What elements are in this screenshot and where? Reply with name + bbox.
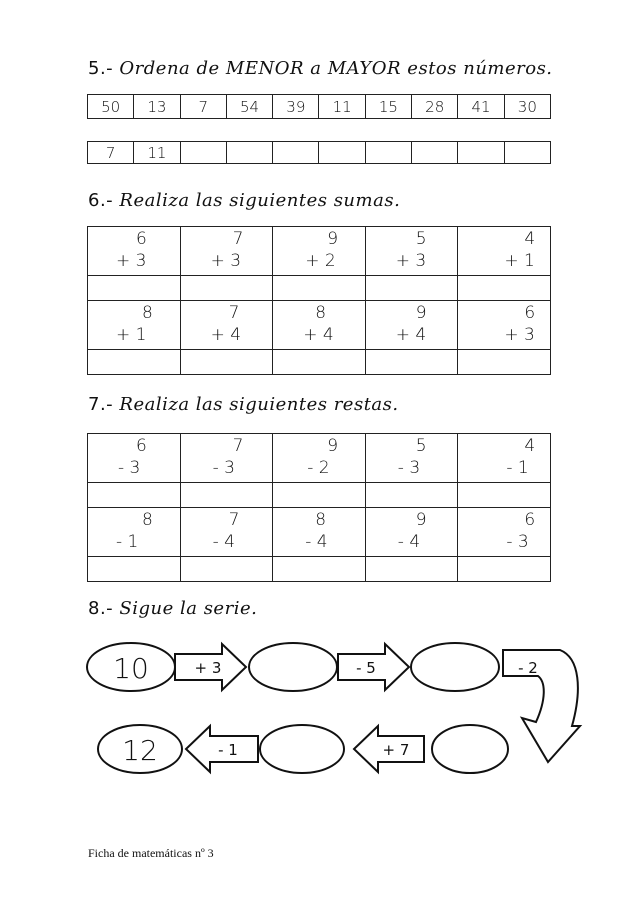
section-8-heading [88, 598, 257, 619]
addend-bottom: + 3 [395, 251, 427, 271]
addend-top: 6 [136, 229, 147, 249]
number-cell: 28 [412, 95, 458, 119]
addition-problem [88, 301, 181, 350]
answer-box[interactable] [458, 557, 551, 582]
answer-box[interactable] [180, 557, 273, 582]
minuend: 4 [524, 436, 536, 456]
subtrahend: - 4 [212, 532, 235, 552]
addend-top: 7 [232, 229, 244, 249]
minuend: 8 [315, 510, 327, 530]
subtrahend: - 3 [118, 458, 141, 478]
addend-bottom: + 4 [303, 325, 334, 345]
addend-top: 8 [142, 303, 153, 323]
section-8-title: Sigue la serie. [119, 598, 258, 619]
number-cell: 30 [504, 95, 550, 119]
series-blank-ellipse-4[interactable] [260, 725, 344, 773]
minuend: 8 [142, 510, 153, 530]
addend-bottom: + 4 [210, 325, 242, 345]
addition-problem [365, 301, 458, 350]
series-start-value: 10 [113, 652, 149, 685]
subtraction-problem [88, 434, 181, 483]
addition-table [87, 226, 551, 375]
subtrahend: - 3 [397, 458, 421, 478]
number-cell: 41 [458, 95, 504, 119]
series-blank-ellipse-3[interactable] [432, 725, 508, 773]
subtraction-problem [88, 508, 181, 557]
answer-box[interactable] [458, 350, 551, 375]
minuend: 6 [524, 510, 536, 530]
addend-bottom: + 1 [116, 325, 147, 345]
number-cell: 39 [273, 95, 319, 119]
section-5-number: 5.- [88, 58, 114, 79]
answer-cell[interactable]: 7 [88, 142, 134, 164]
addend-bottom: + 4 [395, 325, 427, 345]
series-blank-ellipse-1[interactable] [249, 643, 337, 691]
addend-top: 8 [315, 303, 327, 323]
answer-cell[interactable] [180, 142, 226, 164]
answer-cell[interactable] [504, 142, 550, 164]
addition-problem [458, 301, 551, 350]
series-blank-ellipse-2[interactable] [411, 643, 499, 691]
answer-cell[interactable] [412, 142, 458, 164]
minuend: 7 [228, 510, 240, 530]
addition-problem [180, 227, 273, 276]
number-cell: 13 [134, 95, 180, 119]
section-5-title: Ordena de MENOR a MAYOR estos números. [119, 58, 553, 79]
answer-box[interactable] [365, 350, 458, 375]
addend-top: 5 [415, 229, 427, 249]
addend-top: 9 [415, 303, 427, 323]
subtraction-problem [273, 508, 366, 557]
subtraction-problem [273, 434, 366, 483]
subtrahend: - 1 [116, 532, 139, 552]
minuend: 7 [232, 436, 244, 456]
minuend: 6 [136, 436, 147, 456]
subtrahend: - 3 [506, 532, 529, 552]
answer-cell[interactable] [365, 142, 411, 164]
addend-bottom: + 2 [305, 251, 336, 271]
answer-box[interactable] [88, 557, 181, 582]
answer-box[interactable] [273, 557, 366, 582]
series-op-4: + 7 [382, 741, 410, 759]
answer-box[interactable] [365, 557, 458, 582]
answer-box[interactable] [88, 483, 181, 508]
addition-problem [273, 227, 366, 276]
ordered-answer-table [87, 141, 551, 164]
section-6-number: 6.- [88, 190, 114, 211]
subtraction-table [87, 433, 551, 582]
addend-top: 9 [327, 229, 339, 249]
series-end-value: 12 [122, 734, 158, 767]
number-cell: 50 [88, 95, 134, 119]
answer-box[interactable] [180, 350, 273, 375]
addition-problem [365, 227, 458, 276]
answer-box[interactable] [273, 350, 366, 375]
curved-arrow-icon [503, 650, 580, 762]
answer-box[interactable] [273, 276, 366, 301]
answer-box[interactable] [180, 483, 273, 508]
section-7-title: Realiza las siguientes restas. [119, 394, 399, 415]
subtrahend: - 4 [397, 532, 421, 552]
section-6-title: Realiza las siguientes sumas. [119, 190, 401, 211]
subtraction-problem [365, 434, 458, 483]
number-cell: 7 [180, 95, 226, 119]
addend-bottom: + 3 [116, 251, 147, 271]
section-7-number: 7.- [88, 394, 114, 415]
addition-problem [458, 227, 551, 276]
series-op-1: + 3 [194, 659, 222, 677]
section-8-number: 8.- [88, 598, 114, 619]
answer-box[interactable] [88, 276, 181, 301]
answer-box[interactable] [273, 483, 366, 508]
answer-box[interactable] [458, 276, 551, 301]
minuend: 9 [415, 510, 427, 530]
series-op-3: - 2 [518, 659, 538, 677]
series-op-5: - 1 [218, 741, 238, 759]
answer-cell[interactable] [458, 142, 504, 164]
number-cell: 11 [319, 95, 365, 119]
addend-bottom: + 3 [210, 251, 242, 271]
numbers-to-order-table [87, 94, 551, 119]
number-cell: 15 [365, 95, 411, 119]
addition-problem [180, 301, 273, 350]
subtraction-problem [180, 508, 273, 557]
addend-top: 6 [524, 303, 536, 323]
answer-box[interactable] [365, 483, 458, 508]
answer-box[interactable] [365, 276, 458, 301]
subtrahend: - 3 [212, 458, 235, 478]
addend-bottom: + 1 [504, 251, 535, 271]
subtrahend: - 1 [506, 458, 529, 478]
subtraction-problem [458, 508, 551, 557]
answer-cell[interactable]: 11 [134, 142, 180, 164]
answer-cell[interactable] [273, 142, 319, 164]
number-series-diagram [0, 630, 638, 810]
answer-box[interactable] [88, 350, 181, 375]
section-7-heading [88, 394, 399, 415]
minuend: 5 [415, 436, 427, 456]
section-6-heading [88, 190, 400, 211]
footer-text: Ficha de matemáticas nº 3 [88, 846, 214, 860]
addition-problem [88, 227, 181, 276]
section-5-heading [88, 58, 553, 79]
subtraction-problem [458, 434, 551, 483]
answer-box[interactable] [180, 276, 273, 301]
subtraction-problem [365, 508, 458, 557]
addition-problem [273, 301, 366, 350]
series-op-2: - 5 [356, 659, 376, 677]
addend-top: 4 [524, 229, 536, 249]
answer-box[interactable] [458, 483, 551, 508]
addend-bottom: + 3 [504, 325, 535, 345]
subtraction-problem [180, 434, 273, 483]
subtrahend: - 2 [307, 458, 330, 478]
subtrahend: - 4 [305, 532, 328, 552]
number-cell: 54 [226, 95, 272, 119]
answer-cell[interactable] [226, 142, 272, 164]
minuend: 9 [327, 436, 339, 456]
answer-cell[interactable] [319, 142, 365, 164]
addend-top: 7 [228, 303, 240, 323]
